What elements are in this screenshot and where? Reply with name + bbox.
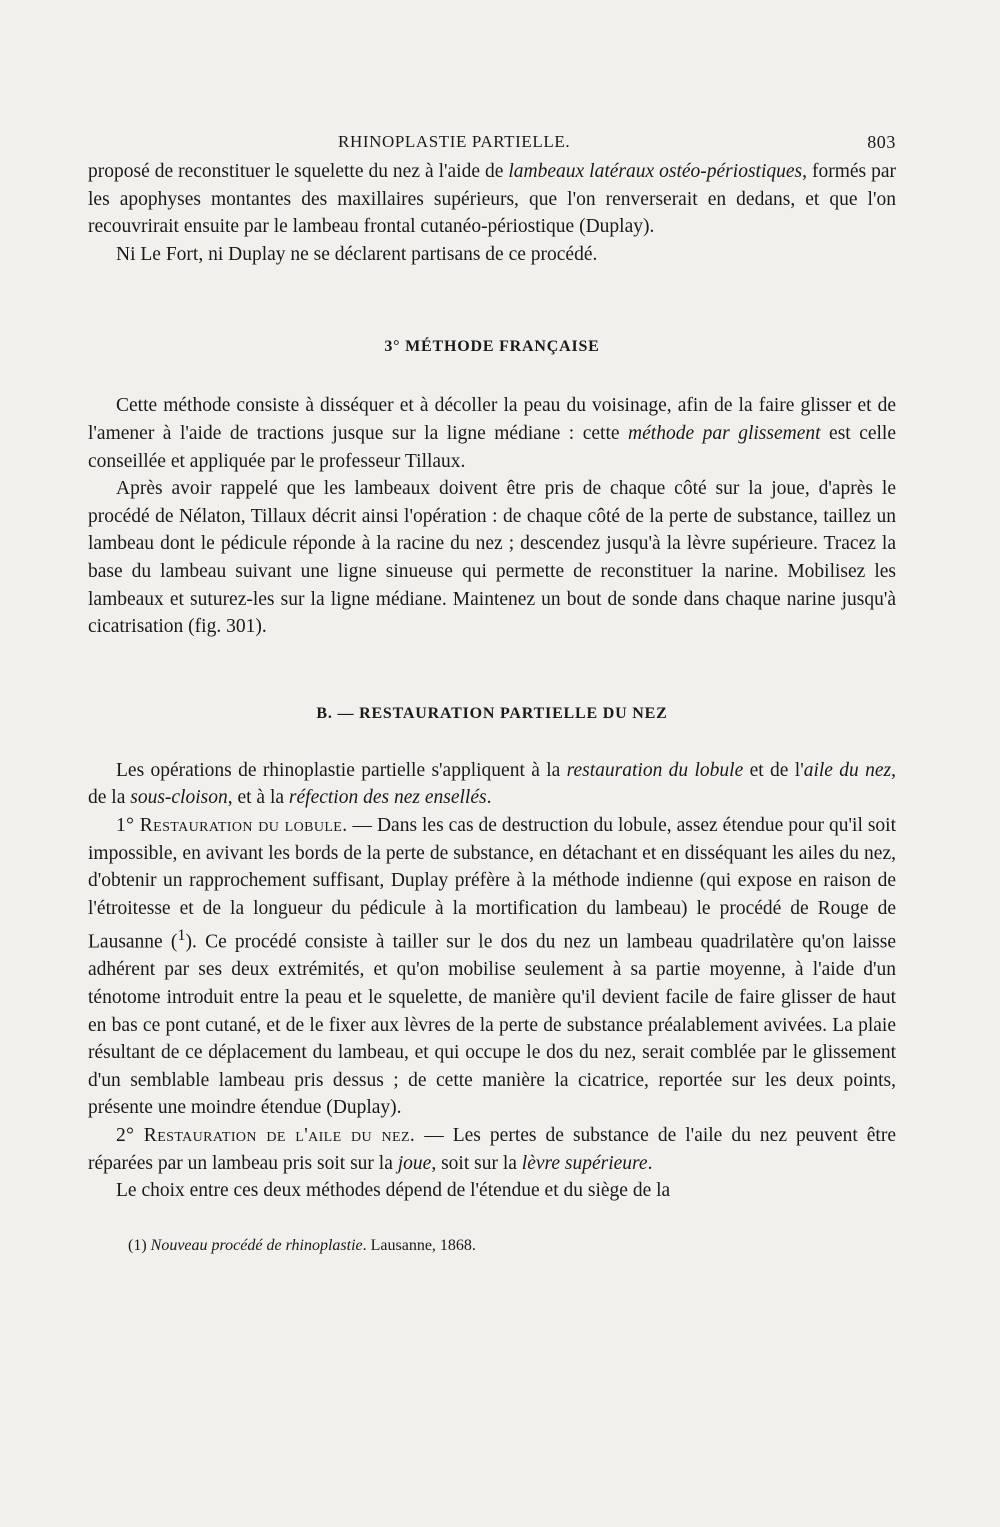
footnote (88, 1235, 896, 1257)
paragraph-rhinoplastie-partielle (88, 757, 896, 812)
paragraph-restauration-aile-du-nez (88, 1122, 896, 1177)
section-heading-methode-francaise: 3° MÉTHODE FRANÇAISE (384, 338, 600, 356)
italic-term: sous-cloison (130, 787, 228, 809)
paragraph-lambeaux-osteo-periostiques (88, 158, 896, 241)
italic-term: joue (397, 1152, 432, 1174)
paragraph-restauration-du-lobule (88, 812, 896, 1122)
text-run: , soit sur la (431, 1152, 522, 1174)
page-number: 803 (867, 132, 896, 152)
italic-term: méthode par glissement (628, 422, 821, 444)
paragraph-le-fort-duplay: Ni Le Fort, ni Duplay ne se déclarent partisans de ce procédé. (116, 243, 598, 265)
running-title: RHINOPLASTIE PARTIELLE. (338, 132, 571, 151)
text-run: Cette méthode consiste à disséquer et à décoller la peau du voisinage, afin de la faire glisser et de l'amener à l'aide de tractions jusque sur la ligne médiane : cette (88, 395, 896, 444)
italic-term: aile du nez (803, 759, 892, 781)
footnote-reference: 1 (177, 926, 186, 945)
text-run: proposé de reconstituer le squelette du nez à l'aide de (88, 161, 509, 182)
footnote-text: . Lausanne, 1868. (362, 1236, 476, 1254)
text-run: . (647, 1152, 653, 1174)
text-run: . (486, 787, 492, 809)
italic-term: réfection des nez ensellés (288, 787, 487, 809)
text-run: , de la (88, 759, 896, 809)
text-run: est celle conseillée et appliquée par le professeur Tillaux. (88, 422, 896, 472)
section-heading-restauration-partielle: B. — RESTAURATION PARTIELLE DU NEZ (316, 704, 668, 722)
text-run: et de l' (743, 759, 804, 781)
text-run: — Dans les cas de destruction du lobule, assez étendue pour qu'il soit impossible, en avivant les bords de la perte de substance, en détachant et en disséquant les ailes du nez, d'obtenir un rapprochement suffisant, Duplay préfère à la méthode indienne (qui expose en raison de l'étroitesse et de la longueur du pédicule à la mortification du lambeau) le procédé de Rouge de Lausanne ( (88, 814, 897, 953)
text-run: Les opérations de rhinoplastie partielle s'appliquent à la (116, 759, 567, 781)
footnote-mark: (1) (128, 1236, 147, 1254)
text-run: , et à la (227, 787, 289, 809)
text-run: , formés par les apophyses montantes des maxillaires supérieurs, que l'on renverserait en dedans, et que l'on recouvrirait ensuite par le lambeau frontal cutanéo-périostique (Duplay). (88, 161, 896, 238)
subsection-lead: 1° Restauration du lobule. (116, 814, 348, 836)
italic-term: lèvre supérieure (521, 1152, 648, 1174)
text-run: ). Ce procédé consiste à tailler sur le dos du nez un lambeau quadrilatère qu'on laisse adhérent par ses deux extrémités, et qu'on mobilise seulement à sa partie moyenne, à l'aide d'un ténotome introduit entre la peau et le squelette, de manière qu'il devient facile de faire glisser de haut en bas ce pont cutané, et de le fixer aux lèvres de la perte de substance préalablement avivées. La plaie résultant de ce déplacement du lambeau, et qui occupe le dos du nez, serait comblée par le glissement d'un semblable lambeau pris dessus ; de cette manière la cicatrice, reportée sur les deux points, présente une moindre étendue (Duplay). (88, 931, 896, 1119)
footnote-title: Nouveau procédé de rhinoplastie (150, 1236, 363, 1254)
subsection-lead: 2° Restauration de l'aile du nez. (116, 1124, 416, 1146)
paragraph-tillaux-operation: Après avoir rappelé que les lambeaux doivent être pris de chaque côté sur la joue, d'après le procédé de Nélaton, Tillaux décrit ainsi l'opération : de chaque côté de la perte de substance, taillez un lambeau dont le pédicule réponde à la racine du nez ; descendez jusqu'à la lèvre supérieure. Tracez la base du lambeau suivant une ligne sinueuse qui permette de reconstituer la narine. Mobilisez les lambeaux et suturez-les sur la ligne médiane. Maintenez un bout de sonde dans chaque narine jusqu'à cicatrisation (fig. 301). (88, 478, 896, 638)
paragraph-methode-par-glissement (88, 392, 896, 475)
italic-term: lambeaux latéraux ostéo-périostiques (508, 161, 803, 182)
running-head (88, 128, 896, 158)
paragraph-choix-methodes: Le choix entre ces deux méthodes dépend de l'étendue et du siège de la (116, 1180, 671, 1202)
text-run: — Les pertes de substance de l'aile du nez peuvent être réparées par un lambeau pris soit sur la (88, 1124, 896, 1174)
page (88, 128, 896, 1257)
italic-term: restauration du lobule (566, 759, 744, 781)
